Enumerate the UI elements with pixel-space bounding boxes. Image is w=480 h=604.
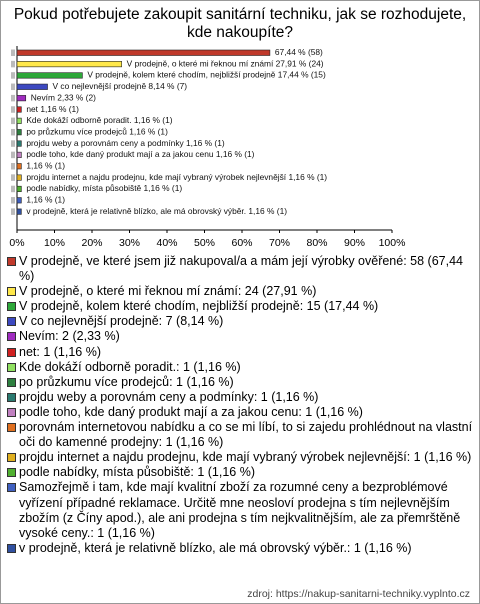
- bar-label: 1,16 % (1): [26, 194, 65, 205]
- legend: [7, 254, 473, 556]
- source-credit: zdroj: https://nakup-sanitarni-techniky.vyplnto.cz: [247, 588, 470, 600]
- x-tick-label: 80%: [306, 237, 328, 249]
- legend-swatch: [7, 317, 16, 326]
- bar: [17, 84, 48, 90]
- bar: [17, 95, 26, 101]
- legend-swatch: [7, 287, 16, 296]
- legend-swatch: [7, 423, 16, 432]
- legend-item: [7, 390, 473, 405]
- bar-stub: [11, 72, 15, 79]
- legend-label: podle nabídky, místa působiště: 1 (1,16 %): [19, 465, 256, 480]
- bar-label: 67,44 % (58): [274, 47, 323, 57]
- legend-swatch: [7, 483, 16, 492]
- bar: [17, 141, 21, 147]
- legend-swatch: [7, 408, 16, 417]
- bar: [17, 107, 21, 113]
- x-tick-label: 90%: [343, 237, 366, 249]
- bar: [17, 50, 270, 56]
- legend-item: [7, 450, 473, 465]
- bar-stub: [11, 50, 15, 57]
- chart-title: Pokud potřebujete zakoupit sanitární techniku, jak se rozhodujete, kde nakoupíte?: [13, 6, 467, 41]
- x-tick-label: 50%: [193, 237, 216, 249]
- legend-swatch: [7, 468, 16, 477]
- x-tick-label: 100%: [378, 237, 406, 249]
- legend-label: net: 1 (1,16 %): [19, 344, 101, 359]
- bar-stub: [11, 129, 15, 136]
- bar: [17, 61, 122, 67]
- x-tick-label: 70%: [268, 237, 291, 249]
- x-tick-label: 20%: [81, 237, 103, 249]
- bar: [17, 152, 21, 158]
- bar-chart: [0, 0, 480, 252]
- legend-label: Kde dokáží odborně poradit.: 1 (1,16 %): [19, 359, 241, 374]
- bar-stub: [11, 152, 15, 159]
- x-tick-label: 0%: [9, 237, 25, 249]
- legend-item: [7, 254, 473, 284]
- legend-label: V prodejně, ve které jsem již nakupoval/a a mám její výrobky ověřené: 58 (67,44 %): [19, 254, 463, 284]
- bar-stub: [11, 208, 15, 215]
- bar-label: Nevím 2,33 % (2): [30, 92, 96, 103]
- bar-label: 1,16 % (1): [26, 160, 65, 171]
- legend-label: porovnám internetovou nabídku a co se mi líbí, to si zajedu prohlédnout na vlastní oči do kamenné prodejny: 1 (1,16 %): [19, 420, 473, 450]
- legend-label: V prodejně, o které mi řeknou mí známí: 24 (27,91 %): [19, 284, 317, 299]
- legend-item: [7, 375, 473, 390]
- bar-stub: [11, 186, 15, 193]
- bar: [17, 129, 21, 135]
- bar-label: Kde dokáží odborně poradit. 1,16 % (1): [26, 115, 173, 126]
- legend-item: [7, 541, 473, 556]
- legend-swatch: [7, 332, 16, 341]
- legend-item: [7, 329, 473, 344]
- bar-label: V co nejlevnější prodejně 8,14 % (7): [52, 81, 188, 92]
- bar-stub: [11, 106, 15, 113]
- legend-item: [7, 360, 473, 375]
- legend-swatch: [7, 393, 16, 402]
- legend-swatch: [7, 302, 16, 311]
- legend-item: [7, 299, 473, 314]
- legend-label: po průzkumu více prodejců: 1 (1,16 %): [19, 374, 234, 389]
- bar-stub: [11, 140, 15, 147]
- bar: [17, 198, 21, 204]
- legend-swatch: [7, 453, 16, 462]
- legend-label: projdu weby a porovnám ceny a podmínky: 1 (1,16 %): [19, 389, 319, 404]
- x-tick-label: 30%: [118, 237, 141, 249]
- legend-swatch: [7, 348, 16, 357]
- legend-label: projdu internet a najdu prodejnu, kde mají vybraný výrobek nejlevnější: 1 (1,16 %): [19, 450, 472, 465]
- legend-item: [7, 465, 473, 480]
- legend-swatch: [7, 544, 16, 553]
- bar-label: po průzkumu více prodejců 1,16 % (1): [26, 126, 168, 137]
- bar-stub: [11, 95, 15, 102]
- bar-stub: [11, 84, 15, 91]
- bar: [17, 73, 82, 79]
- bar-stub: [11, 163, 15, 170]
- legend-item: [7, 284, 473, 299]
- bar-stub: [11, 118, 15, 125]
- legend-item: [7, 480, 473, 540]
- bar-stub: [11, 61, 15, 68]
- legend-swatch: [7, 378, 16, 387]
- bar-label: V prodejně, o které mi řeknou mí známí 27,91 % (24): [126, 58, 324, 69]
- bar-stub: [11, 197, 15, 204]
- bar-stub: [11, 174, 15, 181]
- legend-label: Nevím: 2 (2,33 %): [19, 329, 120, 344]
- bar: [17, 175, 21, 181]
- x-tick-label: 60%: [231, 237, 253, 249]
- legend-swatch: [7, 257, 16, 266]
- bar: [17, 118, 21, 124]
- legend-item: [7, 345, 473, 360]
- bar-label: net 1,16 % (1): [26, 103, 79, 114]
- legend-label: Samozřejmě i tam, kde mají kvalitní zboží za rozumné ceny a bezproblémové vyřízení případné reklamace. Určitě mne neosloví prodejna s tím nejlevnějším zbožím (z Číny apod.), ale ani prodejna s tím nejkvalitnějším, ale za přemrštěně vysoké ceny.: 1 (1,16 %): [19, 480, 461, 540]
- legend-label: V co nejlevnější prodejně: 7 (8,14 %): [19, 314, 224, 329]
- legend-label: v prodejně, která je relativně blízko, ale má obrovský výběr.: 1 (1,16 %): [19, 540, 412, 555]
- bar-label: v prodejně, která je relativně blízko, ale má obrovský výběr. 1,16 % (1): [26, 205, 288, 216]
- bar: [17, 186, 21, 192]
- bar: [17, 209, 21, 215]
- legend-label: V prodejně, kolem které chodím, nejbližší prodejně: 15 (17,44 %): [19, 299, 379, 314]
- legend-item: [7, 405, 473, 420]
- bar: [17, 164, 21, 170]
- legend-swatch: [7, 363, 16, 372]
- bar-label: podle nabídky, místa působiště 1,16 % (1): [26, 183, 183, 194]
- x-tick-label: 40%: [156, 237, 178, 249]
- bar-label: V prodejně, kolem které chodím, nejbližší prodejně 17,44 % (15): [87, 69, 326, 80]
- x-tick-label: 10%: [43, 237, 66, 249]
- legend-item: [7, 314, 473, 329]
- legend-label: podle toho, kde daný produkt mají a za jakou cenu: 1 (1,16 %): [19, 404, 363, 419]
- bar-label: podle toho, kde daný produkt mají a za jakou cenu 1,16 % (1): [26, 149, 255, 160]
- legend-item: [7, 420, 473, 450]
- bar-label: projdu weby a porovnám ceny a podmínky 1,16 % (1): [26, 137, 225, 148]
- bar-label: projdu internet a najdu prodejnu, kde mají vybraný výrobek nejlevnější 1,16 % (1): [26, 171, 328, 182]
